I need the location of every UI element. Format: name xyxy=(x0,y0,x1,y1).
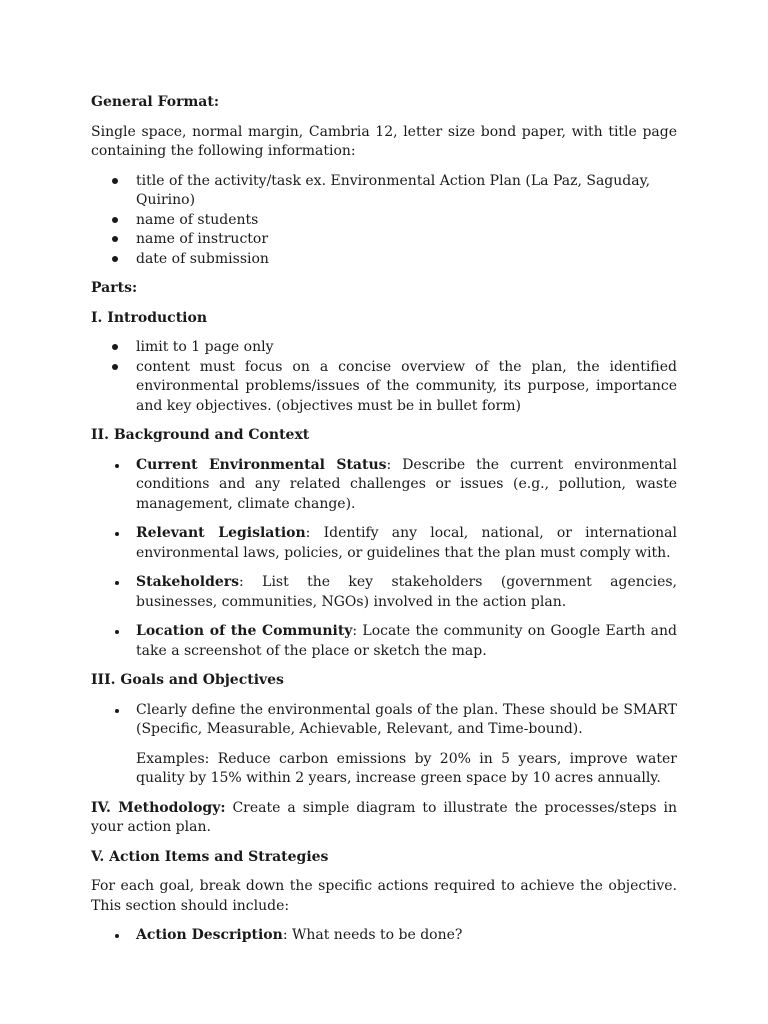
list-item-text: : What needs to be done? xyxy=(282,927,463,943)
list-item-term: Relevant Legislation xyxy=(136,525,306,541)
goals-heading: III. Goals and Objectives xyxy=(91,672,284,688)
list-item-text: : Locate the community on Google Earth and take a screenshot of the place or sketch the map. xyxy=(136,623,677,659)
list-item-term: Current Environmental Status xyxy=(136,456,387,473)
title-page-list xyxy=(91,172,677,270)
goals-list xyxy=(91,701,677,789)
list-item xyxy=(91,456,677,515)
list-item-text: : Identify any local, national, or international environmental laws, policies, or guidelines that the plan must comply with. xyxy=(136,525,677,561)
introduction-heading: I. Introduction xyxy=(91,309,207,326)
list-item: name of instructor xyxy=(91,230,677,250)
background-heading: II. Background and Context xyxy=(91,427,310,443)
methodology-heading: IV. Methodology: xyxy=(91,799,226,816)
action-items-intro: For each goal, break down the specific actions required to achieve the objective. This section should include: xyxy=(91,878,677,914)
goals-examples: Examples: Reduce carbon emissions by 20% in 5 years, improve water quality by 15% within 2 years, increase green space by 10 acres annually. xyxy=(136,750,677,786)
list-item xyxy=(91,622,677,661)
list-item: name of students xyxy=(91,211,677,231)
list-item: title of the activity/task ex. Environmental Action Plan (La Paz, Saguday, Quirino) xyxy=(91,172,677,211)
list-item xyxy=(91,524,677,563)
background-list xyxy=(91,456,677,662)
list-item xyxy=(91,701,677,789)
action-items-list xyxy=(91,926,677,946)
list-item-term: Action Description xyxy=(136,927,283,943)
list-item-term: Stakeholders xyxy=(136,574,240,590)
action-items-heading: V. Action Items and Strategies xyxy=(91,848,329,865)
list-item: content must focus on a concise overview of the plan, the identified environmental problems/issues of the community, its purpose, importance and key objectives. (objectives must be in bullet form) xyxy=(91,358,677,417)
list-item: date of submission xyxy=(91,250,677,270)
introduction-list xyxy=(91,338,677,416)
general-format-intro: Single space, normal margin, Cambria 12, letter size bond paper, with title page containing the following information: xyxy=(91,123,677,159)
methodology-text: Create a simple diagram to illustrate the processes/steps in your action plan. xyxy=(91,799,677,835)
list-item-text: : List the key stakeholders (government agencies, businesses, communities, NGOs) involved in the action plan. xyxy=(136,574,677,610)
list-item xyxy=(91,573,677,612)
list-item: limit to 1 page only xyxy=(91,338,677,358)
document-body xyxy=(91,93,677,956)
goals-text: Clearly define the environmental goals of the plan. These should be SMART (Specific, Measurable, Achievable, Relevant, and Time-bound). xyxy=(136,701,677,737)
general-format-heading: General Format: xyxy=(91,94,219,110)
methodology-paragraph xyxy=(91,799,677,838)
list-item-text: : Describe the current environmental conditions and any related challenges or issues (e.g., pollution, waste management, climate change). xyxy=(136,456,677,512)
parts-heading: Parts: xyxy=(91,280,138,296)
list-item xyxy=(91,926,677,946)
list-item-term: Location of the Community xyxy=(136,623,353,639)
